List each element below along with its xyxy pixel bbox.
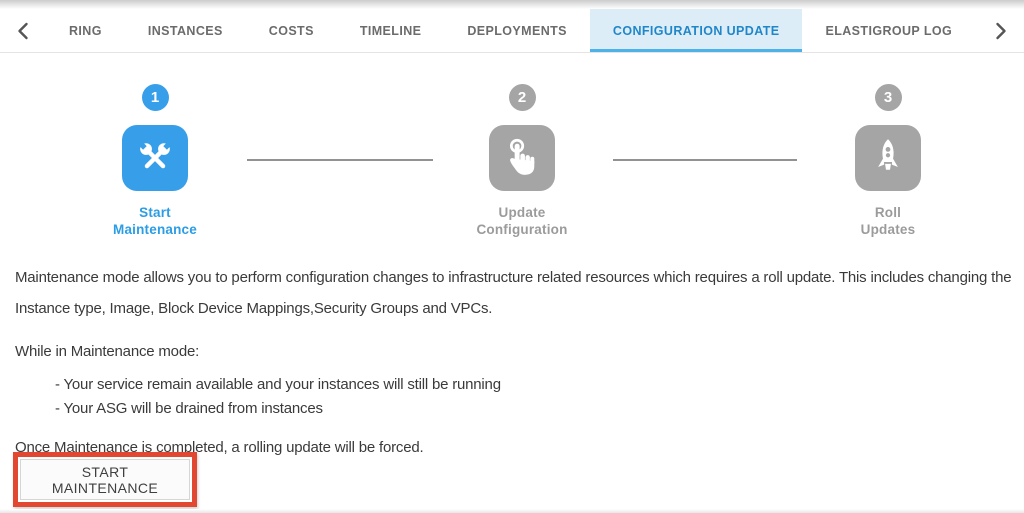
step-label-line2: Configuration bbox=[476, 222, 568, 237]
completion-paragraph: Once Maintenance is completed, a rolling update will be forced. bbox=[15, 439, 424, 456]
step-number-badge: 3 bbox=[875, 84, 902, 111]
tab-instances[interactable]: INSTANCES bbox=[147, 23, 223, 38]
step-number-badge: 2 bbox=[509, 84, 536, 111]
tab-ring[interactable]: RING bbox=[69, 23, 102, 38]
tab-bar bbox=[0, 9, 1024, 53]
step-number-badge: 1 bbox=[142, 84, 169, 111]
tab-costs[interactable]: COSTS bbox=[268, 23, 314, 38]
rocket-icon bbox=[855, 125, 921, 191]
mode-heading: While in Maintenance mode: bbox=[15, 343, 200, 360]
step-label bbox=[113, 204, 197, 238]
step-update-configuration bbox=[437, 84, 607, 238]
tab-configuration-update[interactable]: CONFIGURATION UPDATE bbox=[590, 9, 803, 52]
step-connector-1 bbox=[247, 159, 433, 161]
step-roll-updates bbox=[803, 84, 973, 238]
start-maintenance-button[interactable]: START MAINTENANCE bbox=[20, 459, 190, 500]
step-label-line1: Start bbox=[139, 205, 171, 220]
tab-elastigroup-log[interactable]: ELASTIGROUP LOG bbox=[825, 23, 953, 38]
maintenance-description bbox=[15, 262, 1015, 460]
maintenance-paragraph: Maintenance mode allows you to perform configuration changes to infrastructure related resources which requires a roll update. This includes changing the Instance type, Image, Block Device Mappings,Security Groups and VPCs. bbox=[15, 269, 1012, 317]
step-label bbox=[861, 204, 916, 238]
step-start-maintenance bbox=[70, 84, 240, 238]
step-connector-2 bbox=[613, 159, 797, 161]
tab-deployments[interactable]: DEPLOYMENTS bbox=[467, 23, 567, 38]
tab-timeline[interactable]: TIMELINE bbox=[359, 23, 422, 38]
mode-bullet-2: - Your ASG will be drained from instances bbox=[55, 400, 323, 417]
step-label bbox=[476, 204, 567, 238]
step-label-line1: Roll bbox=[874, 205, 902, 220]
red-highlight-annotation bbox=[13, 452, 197, 507]
chevron-left-icon[interactable] bbox=[0, 9, 46, 52]
window-bottom-edge bbox=[0, 509, 1024, 513]
step-label-line1: Update bbox=[498, 205, 546, 220]
chevron-right-icon[interactable] bbox=[978, 9, 1024, 52]
window-top-edge bbox=[0, 0, 1024, 9]
mode-bullet-1: - Your service remain available and your instances will still be running bbox=[55, 376, 501, 393]
step-label-line2: Updates bbox=[860, 222, 916, 237]
step-label-line2: Maintenance bbox=[113, 222, 197, 237]
tap-icon bbox=[489, 125, 555, 191]
tools-icon bbox=[122, 125, 188, 191]
